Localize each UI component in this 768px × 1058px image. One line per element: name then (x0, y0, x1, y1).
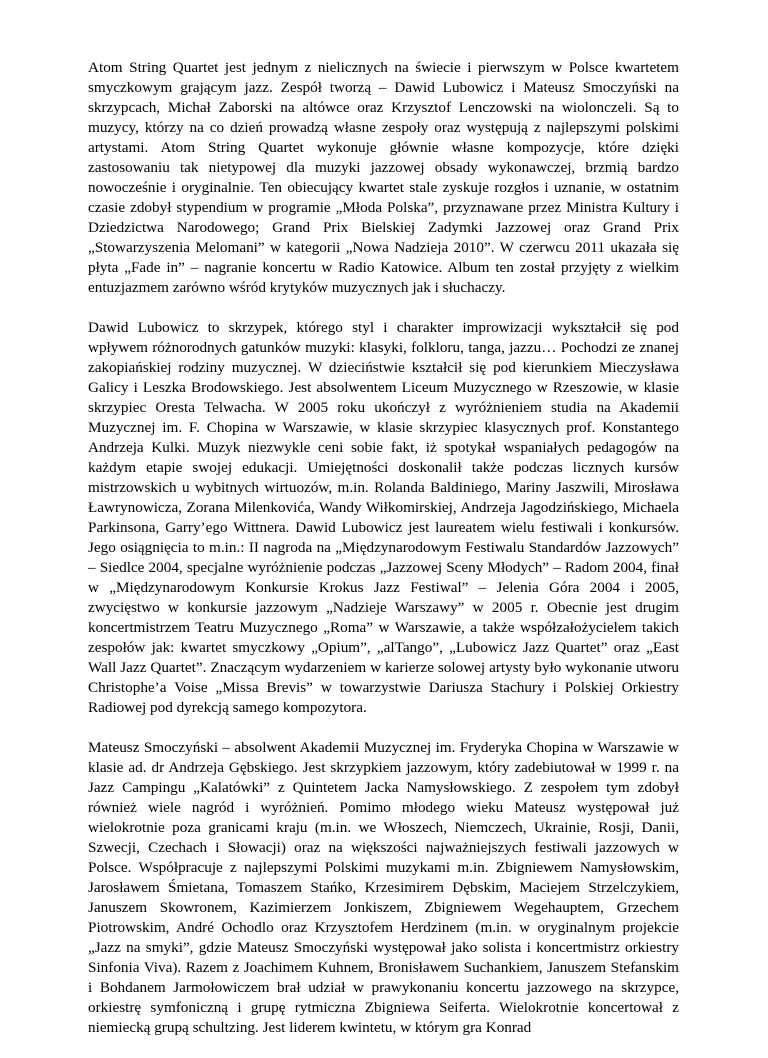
paragraph-mateusz-smoczynski: Mateusz Smoczyński – absolwent Akademii Muzycznej im. Fryderyka Chopina w Warszawie w klasie ad. dr Andrzeja Gębskiego. Jest skrzypkiem jazzowym, który zadebiutował w 1999 r. na Jazz Campingu „Kalatówki” z Quintetem Jacka Namysłowskiego. Z zespołem tym zdobył również wiele nagród i wyróżnień. Pomimo młodego wieku Mateusz występował już wielokrotnie poza granicami kraju (m.in. we Włoszech, Niemczech, Ukrainie, Rosji, Danii, Szwecji, Czechach i Słowacji) oraz na większości najważniejszych festiwali jazzowych w Polsce. Współpracuje z najlepszymi Polskimi muzykami m.in. Zbigniewem Namysłowskim, Jarosławem Śmietana, Tomaszem Stańko, Krzesimirem Dębskim, Maciejem Strzelczykiem, Januszem Skowronem, Kazimierzem Jonkiszem, Zbigniewem Wegehauptem, Grzechem Piotrowskim, André Ochodlo oraz Krzysztofem Herdzinem (m.in. w oryginalnym projekcie „Jazz na smyki”, gdzie Mateusz Smoczyński występował jako solista i koncertmistrz orkiestry Sinfonia Viva). Razem z Joachimem Kuhnem, Bronisławem Suchankiem, Januszem Stefanskim i Bohdanem Jarmołowiczem brał udział w prawykonaniu koncertu jazzowego na skrzypce, orkiestrę symfoniczną i grupę rytmiczna Zbigniewa Seiferta. Wielokrotnie koncertował z niemiecką grupą schultzing. Jest liderem kwintetu, w którym gra Konrad (88, 739, 679, 1036)
paragraph-dawid-lubowicz: Dawid Lubowicz to skrzypek, którego styl i charakter improwizacji wykształcił się pod wpływem różnorodnych gatunków muzyki: klasyki, folkloru, tanga, jazzu… Pochodzi ze znanej zakopiańskiej rodziny muzycznej. W dzieciństwie kształcił się pod kierunkiem Mieczysława Galicy i Leszka Brodowskiego. Jest absolwentem Liceum Muzycznego w Rzeszowie, w klasie skrzypiec Oresta Telwacha. W 2005 roku ukończył z wyróżnieniem studia na Akademii Muzycznej im. F. Chopina w Warszawie, w klasie skrzypiec klasycznych prof. Konstantego Andrzeja Kulki. Muzyk niezwykle ceni sobie fakt, iż spotykał wspaniałych pedagogów na każdym etapie swojej edukacji. Umiejętności doskonalił także podczas licznych kursów mistrzowskich u wybitnych wirtuozów, m.in. Rolanda Baldiniego, Mariny Jaszwili, Mirosława Ławrynowicza, Zorana Milenkovića, Wandy Wiłkomirskiej, Andrzeja Jagodzińskiego, Michaela Parkinsona, Garry’ego Wittnera. Dawid Lubowicz jest laureatem wielu festiwali i konkursów. Jego osiągnięcia to m.in.: II nagroda na „Międzynarodowym Festiwalu Standardów Jazzowych” – Siedlce 2004, specjalne wyróżnienie podczas „Jazzowej Sceny Młodych” – Radom 2004, finał w „Międzynarodowym Konkursie Krokus Jazz Festiwal” – Jelenia Góra 2004 i 2005, zwycięstwo w konkursie jazzowym „Nadzieje Warszawy” w 2005 r. Obecnie jest drugim koncertmistrzem Teatru Muzycznego „Roma” w Warszawie, a także współzałożycielem takich zespołów jak: kwartet smyczkowy „Opium”, „alTango”, „Lubowicz Jazz Quartet” oraz „East Wall Jazz Quartet”. Znaczącym wydarzeniem w karierze solowej artysty było wykonanie utworu Christophe’a Voise „Missa Brevis” w towarzystwie Dariusza Stachury i Polskiej Orkiestry Radiowej pod dyrekcją samego kompozytora. (88, 319, 679, 716)
paragraph-atom-string-quartet: Atom String Quartet jest jednym z nielicznych na świecie i pierwszym w Polsce kwartetem smyczkowym grającym jazz. Zespół tworzą – Dawid Lubowicz i Mateusz Smoczyński na skrzypcach, Michał Zaborski na altówce oraz Krzysztof Lenczowski na wiolonczeli. Są to muzycy, którzy na co dzień prowadzą własne zespoły oraz występują z najlepszymi polskimi artystami. Atom String Quartet wykonuje głównie własne kompozycje, które dzięki zastosowaniu tak nietypowej dla muzyki jazzowej obsady wykonawczej, brzmią bardzo nowocześnie i oryginalnie. Ten obiecujący kwartet stale zyskuje rozgłos i uznanie, w ostatnim czasie zdobył stypendium w programie „Młoda Polska”, przyznawane przez Ministra Kultury i Dziedzictwa Narodowego; Grand Prix Bielskiej Zadymki Jazzowej oraz Grand Prix „Stowarzyszenia Melomani” w kategorii „Nowa Nadzieja 2010”. W czerwcu 2011 ukazała się płyta „Fade in” – nagranie koncertu w Radio Katowice. Album ten został przyjęty z wielkim entuzjazmem zarówno wśród krytyków muzycznych jak i słuchaczy. (88, 59, 679, 296)
document-page (88, 58, 679, 1058)
